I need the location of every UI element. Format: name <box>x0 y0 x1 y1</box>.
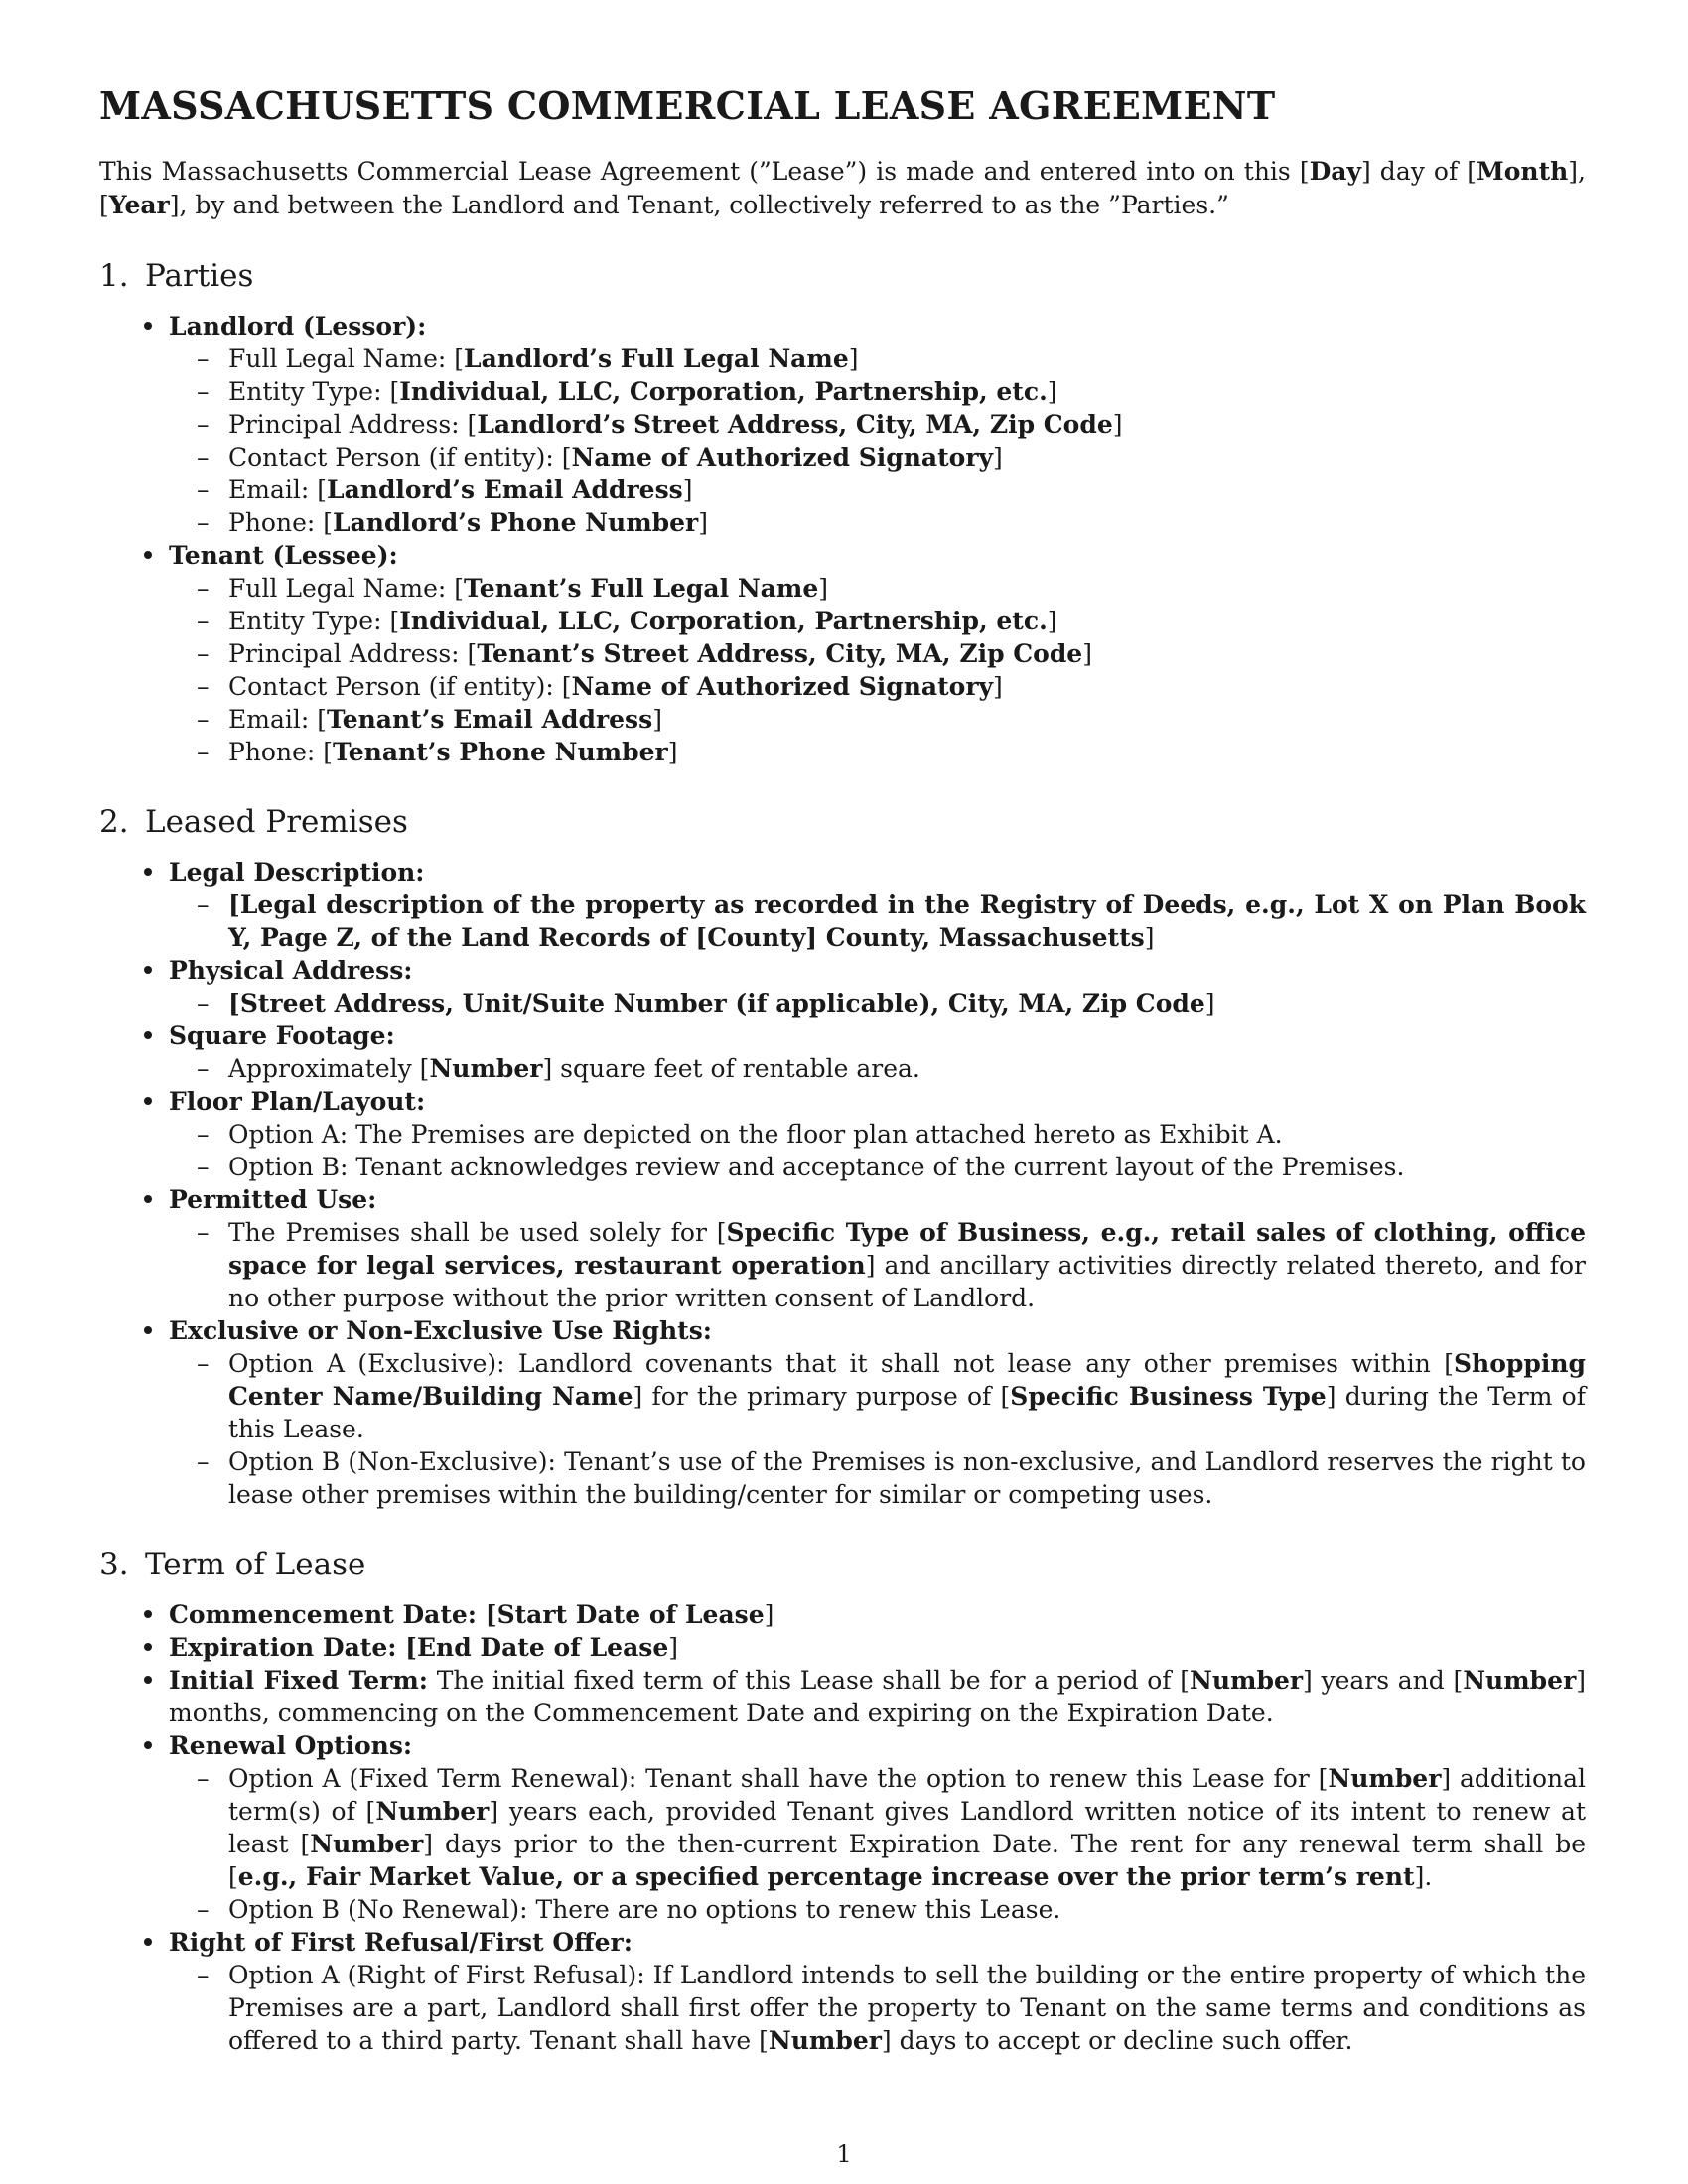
document-title: MASSACHUSETTS COMMERCIAL LEASE AGREEMENT <box>99 83 1276 128</box>
list-item: – Option A (Exclusive): Landlord covenants that it shall not lease any other premises within [Shopping Center Name/Building Name] for the primary purpose of [Specific Business Type] during the Term of this Lease. <box>228 1347 1586 1445</box>
list-item: – Option B (No Renewal): There are no options to renew this Lease. <box>228 1893 1586 1926</box>
permitted-use-item: Permitted Use: – The Premises shall be used solely for [Specific Type of Business, e.g., retail sales of clothing, office space for legal services, restaurant operation] and ancillary activities directly related thereto, and for no other purpose without the prior written consent of Landlord. <box>169 1183 1586 1314</box>
list-item: – Entity Type: [Individual, LLC, Corporation, Partnership, etc.] <box>228 605 1586 637</box>
floor-plan-item: Floor Plan/Layout: – Option A: The Premises are depicted on the floor plan attached hereto as Exhibit A. – Option B: Tenant acknowledges review and acceptance of the current layout of the Premises. <box>169 1085 1586 1183</box>
tenant-heading: Tenant (Lessee): <box>169 541 398 570</box>
list-item: – Entity Type: [Individual, LLC, Corporation, Partnership, etc.] <box>228 375 1586 408</box>
list-item: – Email: [Landlord’s Email Address] <box>228 474 1586 506</box>
section-heading-parties: 1. Parties <box>99 258 254 294</box>
list-item: – Approximately [Number] square feet of rentable area. <box>228 1052 1586 1085</box>
term-list <box>99 1598 1586 2057</box>
list-item: – Principal Address: [Landlord’s Street Address, City, MA, Zip Code] <box>228 408 1586 441</box>
list-item: – Principal Address: [Tenant’s Street Address, City, MA, Zip Code] <box>228 637 1586 670</box>
list-item: – Phone: [Tenant’s Phone Number] <box>228 736 1586 768</box>
intro-paragraph: This Massachusetts Commercial Lease Agreement (”Lease”) is made and entered into on this [Day] day of [Month], [Year], by and between the Landlord and Tenant, collectively referred to as the ”Parties.” <box>99 157 1586 219</box>
parties-list <box>99 310 1586 768</box>
landlord-item <box>169 310 1586 539</box>
list-item: – Option A: The Premises are depicted on the floor plan attached hereto as Exhibit A. <box>228 1118 1586 1151</box>
premises-list <box>99 856 1586 1511</box>
landlord-heading: Landlord (Lessor): <box>169 312 427 341</box>
physical-address-item: Physical Address: – [Street Address, Unit/Suite Number (if applicable), City, MA, Zip Code] <box>169 954 1586 1020</box>
expiration-date-item: Expiration Date: [End Date of Lease] <box>169 1631 1586 1664</box>
tenant-item <box>169 539 1586 768</box>
list-item: – Option A (Fixed Term Renewal): Tenant shall have the option to renew this Lease for [Number] additional term(s) of [Number] years each, provided Tenant gives Landlord written notice of its intent to renew at least [Number] days prior to the then-current Expiration Date. The rent for any renewal term shall be [e.g., Fair Market Value, or a specified percentage increase over the prior term’s rent]. <box>228 1762 1586 1893</box>
list-item: – Option B (Non-Exclusive): Tenant’s use of the Premises is non-exclusive, and Landlord reserves the right to lease other premises within the building/center for similar or competing uses. <box>228 1445 1586 1511</box>
use-rights-item: Exclusive or Non-Exclusive Use Rights: – Option A (Exclusive): Landlord covenants that it shall not lease any other premises within [Shopping Center Name/Building Name] for the primary purpose of [Specific Business Type] during the Term of this Lease. – Option B (Non-Exclusive): Tenant’s use of the Premises is non-exclusive, and Landlord reserves the right to lease other premises within the building/center for similar or competing uses. <box>169 1314 1586 1511</box>
document-body <box>99 81 1586 2057</box>
square-footage-item: Square Footage: – Approximately [Number] square feet of rentable area. <box>169 1020 1586 1085</box>
list-item: – [Street Address, Unit/Suite Number (if applicable), City, MA, Zip Code] <box>228 987 1586 1020</box>
renewal-options-item: Renewal Options: – Option A (Fixed Term Renewal): Tenant shall have the option to renew this Lease for [Number] additional term(s) of [Number] years each, provided Tenant gives Landlord written notice of its intent to renew at least [Number] days prior to the then-current Expiration Date. The rent for any renewal term shall be [e.g., Fair Market Value, or a specified percentage increase over the prior term’s rent]. – Option B (No Renewal): There are no options to renew this Lease. <box>169 1729 1586 1926</box>
section-heading-leased-premises: 2. Leased Premises <box>99 804 408 840</box>
list-item: – Contact Person (if entity): [Name of Authorized Signatory] <box>228 441 1586 474</box>
legal-description-item: Legal Description: – [Legal description of the property as recorded in the Registry of Deeds, e.g., Lot X on Plan Book Y, Page Z, of the Land Records of [County] County, Massachusetts] <box>169 856 1586 954</box>
page-number: 1 <box>836 2140 852 2168</box>
first-refusal-item: Right of First Refusal/First Offer: – Option A (Right of First Refusal): If Landlord intends to sell the building or the entire property of which the Premises are a part, Landlord shall first offer the property to Tenant on the same terms and conditions as offered to a third party. Tenant shall have [Number] days to accept or decline such offer. <box>169 1926 1586 2057</box>
list-item: – [Legal description of the property as recorded in the Registry of Deeds, e.g., Lot X on Plan Book Y, Page Z, of the Land Records of [County] County, Massachusetts] <box>228 888 1586 954</box>
list-item: – Phone: [Landlord’s Phone Number] <box>228 506 1586 539</box>
list-item: – Contact Person (if entity): [Name of Authorized Signatory] <box>228 670 1586 703</box>
tenant-details <box>169 572 1586 768</box>
list-item: – Full Legal Name: [Landlord’s Full Legal Name] <box>228 342 1586 375</box>
list-item: – Full Legal Name: [Tenant’s Full Legal Name] <box>228 572 1586 605</box>
landlord-details <box>169 342 1586 539</box>
initial-term-item: Initial Fixed Term: The initial fixed term of this Lease shall be for a period of [Number] years and [Number] months, commencing on the Commencement Date and expiring on the Expiration Date. <box>169 1666 1587 1727</box>
commencement-date-item: Commencement Date: [Start Date of Lease] <box>169 1598 1586 1631</box>
list-item: – Option A (Right of First Refusal): If Landlord intends to sell the building or the entire property of which the Premises are a part, Landlord shall first offer the property to Tenant on the same terms and conditions as offered to a third party. Tenant shall have [Number] days to accept or decline such offer. <box>228 1959 1586 2057</box>
section-heading-term-of-lease: 3. Term of Lease <box>99 1547 366 1582</box>
list-item: – Email: [Tenant’s Email Address] <box>228 703 1586 736</box>
list-item: – The Premises shall be used solely for [Specific Type of Business, e.g., retail sales of clothing, office space for legal services, restaurant operation] and ancillary activities directly related thereto, and for no other purpose without the prior written consent of Landlord. <box>228 1216 1586 1314</box>
list-item: – Option B: Tenant acknowledges review and acceptance of the current layout of the Premises. <box>228 1151 1586 1183</box>
